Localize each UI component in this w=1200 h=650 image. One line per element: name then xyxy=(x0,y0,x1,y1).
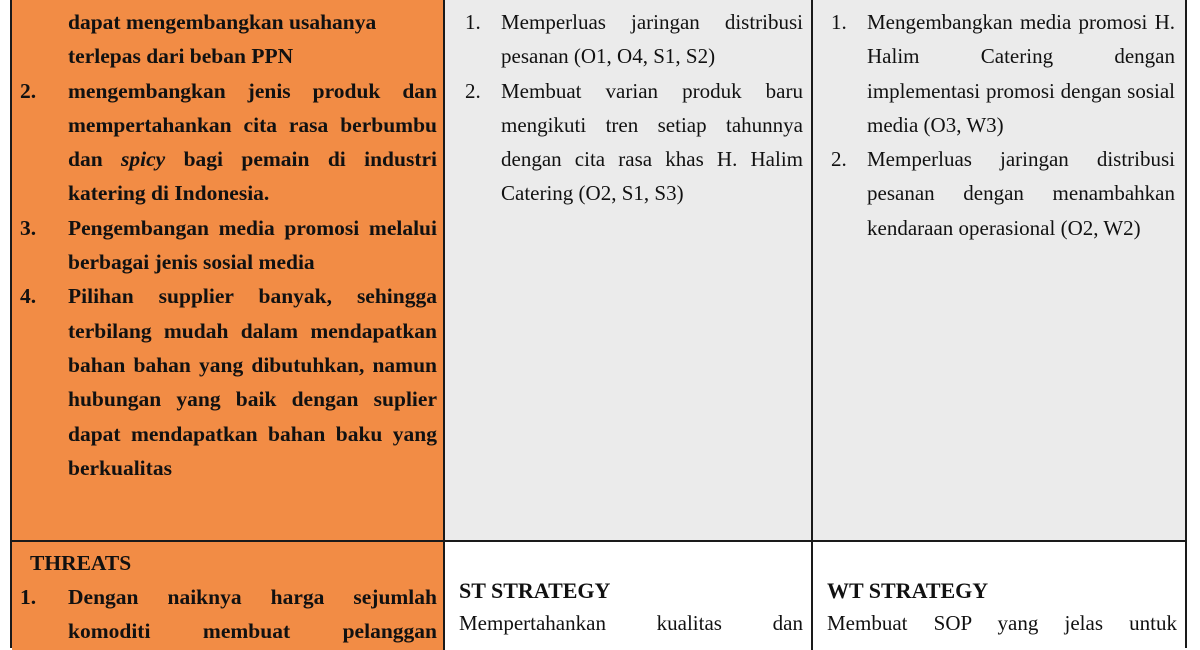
list-item xyxy=(20,211,437,280)
item-number: 1. xyxy=(831,10,847,34)
list-item xyxy=(20,74,437,211)
wt-strategy-heading: WT STRATEGY xyxy=(827,578,989,603)
wt-strategy-text: Membuat SOP yang jelas untuk xyxy=(827,611,1177,635)
wt-strategy-cell xyxy=(813,542,1185,650)
list-item-continued xyxy=(20,614,437,648)
st-strategy-heading: ST STRATEGY xyxy=(459,578,611,603)
continued-line xyxy=(20,39,437,73)
threats-cell xyxy=(12,542,445,650)
item-number: 4. xyxy=(20,284,37,309)
item-text-line: Dengan naiknya harga sejumlah xyxy=(68,585,437,609)
item-text: Pengembangan media promosi melalui berbagai jenis sosial media xyxy=(68,215,437,275)
item-text-italic: spicy xyxy=(121,147,166,172)
item-number: 1. xyxy=(465,10,481,34)
threats-list xyxy=(20,580,437,648)
continued-line-text: dapat mengembangkan usahanya xyxy=(68,10,377,34)
item-text: Mengembangkan media promosi H. Halim Catering dengan implementasi promosi dengan sosial media (O3, W3) xyxy=(867,10,1175,137)
item-number: 3. xyxy=(20,215,37,240)
item-text: Membuat varian produk baru mengikuti tren setiap tahunnya dengan cita rasa khas H. Halim Catering (O2, S1, S3) xyxy=(501,78,803,206)
item-text: Memperluas jaringan distribusi pesanan dengan menambahkan kendaraan operasional (O2, W2) xyxy=(867,147,1175,240)
item-text: Memperluas jaringan distribusi pesanan (O1, O4, S1, S2) xyxy=(501,10,803,69)
list-item xyxy=(461,74,803,211)
swot-matrix-table xyxy=(10,0,1187,648)
continued-line xyxy=(20,5,437,39)
st-strategy-text: Mempertahankan kualitas dan xyxy=(459,611,803,635)
item-number: 2. xyxy=(831,147,847,172)
list-item xyxy=(20,580,437,614)
item-text-part: bagi pemain di industri katering di Indonesia. xyxy=(68,147,437,206)
list-item xyxy=(20,279,437,485)
item-text: Pilihan supplier banyak, sehingga terbilang mudah dalam mendapatkan bahan bahan yang dibutuhkan, namun hubungan yang baik dengan suplier dapat mendapatkan bahan baku yang berkualitas xyxy=(68,284,437,480)
item-number: 1. xyxy=(20,585,37,609)
list-item xyxy=(827,5,1175,142)
so-strategy-list xyxy=(461,5,803,211)
item-number: 2. xyxy=(465,78,481,103)
opportunities-list xyxy=(20,5,437,485)
item-text-line: komoditi membuat pelanggan xyxy=(68,619,437,643)
wo-strategy-list xyxy=(827,5,1175,245)
list-item xyxy=(827,142,1175,245)
item-number: 2. xyxy=(20,78,37,103)
opportunities-cell xyxy=(12,0,445,542)
threats-heading: THREATS xyxy=(30,551,132,575)
so-strategy-cell xyxy=(445,0,813,542)
wo-strategy-cell xyxy=(813,0,1185,542)
item-text-part: mengembangkan jenis produk dan mempertahankan cita rasa berbumbu dan xyxy=(68,78,437,172)
list-item xyxy=(461,5,803,74)
st-strategy-cell xyxy=(445,542,813,650)
continued-line-text: terlepas dari beban PPN xyxy=(68,44,294,69)
